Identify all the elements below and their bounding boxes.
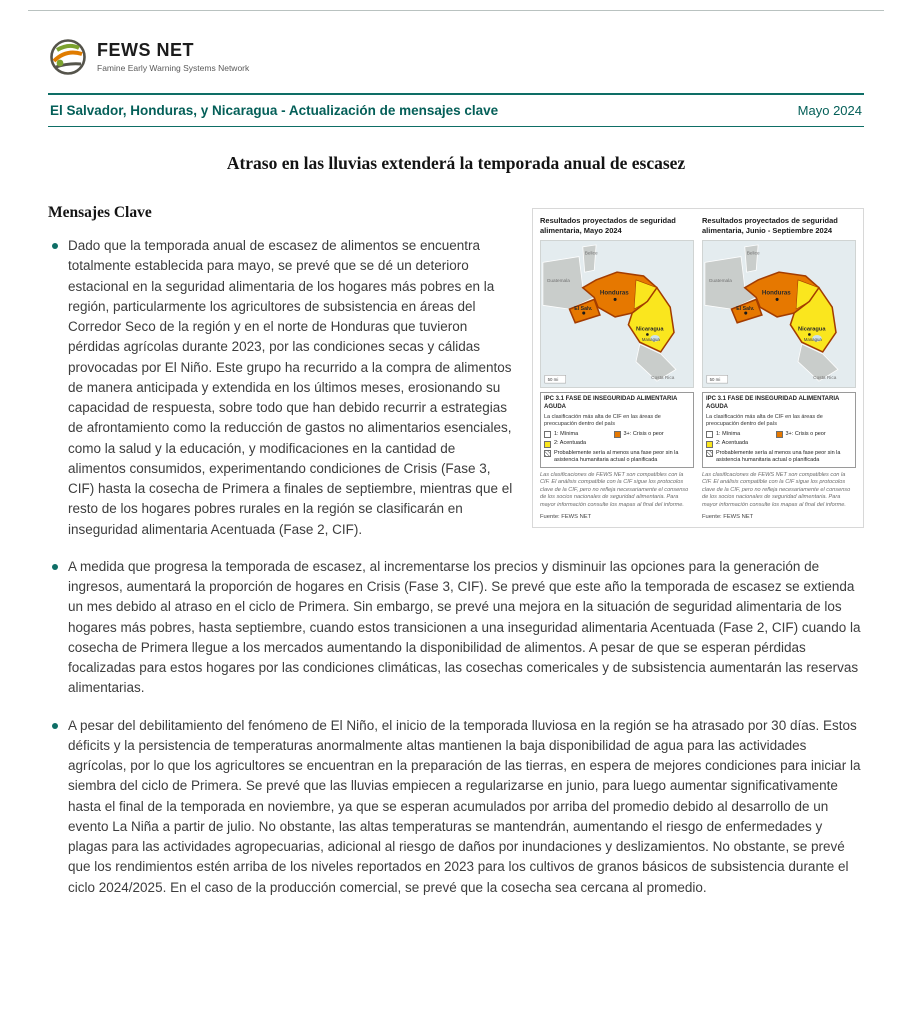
key-message-item bbox=[48, 236, 864, 540]
bullet-icon bbox=[52, 564, 58, 570]
report-date: Mayo 2024 bbox=[797, 103, 862, 118]
key-message-text: A pesar del debilitamiento del fenómeno de El Niño, el inicio de la temporada lluviosa en la región se ha atrasado por 30 días. Estos déficits y la persistencia de temperaturas anormalmente altas mantienen la baja disponibilidad de agua para las actividades agrícolas, por lo que los agricultores se encuentran en la preparación de las tierras, en espera de mejores condiciones para iniciar la siembra del ciclo de Primera. Se prevé que las lluvias empiecen a regularizarse en junio, para luego aumentar significativamente hasta el final de la temporada en noviembre, ya que se esperan acumulados por arriba del promedio debido al desarrollo de un evento La Niña a partir de julio. No obstante, las altas temperaturas se mantendrán, aumentando el riesgo de enfermedades y plagas para las actividades agropecuarias, adicional al riesgo de daños por inundaciones y deslizamientos. No obstante, se prevé que los rendimientos estén arriba de los niveles reportados en 2023 para los cultivos de granos básicos de subsistencia durante el ciclo 2024/2025. En el caso de la producción comercial, se prevé que la cosecha sea cercana al promedio. bbox=[68, 717, 861, 895]
legend-label-minimal: 1: Mínima bbox=[554, 430, 579, 437]
legend-label-crisis: 3+: Crisis o peor bbox=[623, 430, 664, 437]
map-source: Fuente: FEWS NET bbox=[540, 514, 592, 521]
legend-label-minimal: 1: Mínima bbox=[716, 430, 741, 437]
map-source: Fuente: FEWS NET bbox=[702, 514, 754, 521]
map-label-el-salvador: El Salv. bbox=[574, 306, 593, 313]
report-header-bar bbox=[48, 95, 864, 126]
map-scale-bar: 50 mi bbox=[547, 377, 559, 383]
ipc-legend-subtitle: La clasificación más alta de CIF en las áreas de preocupación dentro del país bbox=[706, 413, 823, 427]
map-label-honduras: Honduras bbox=[599, 289, 629, 297]
brand-header bbox=[48, 37, 864, 77]
map-label-honduras: Honduras bbox=[761, 289, 791, 297]
brand-tagline: Famine Early Warning Systems Network bbox=[97, 62, 250, 73]
key-message-item bbox=[48, 716, 864, 898]
map-label-costa-rica: Costa Rica bbox=[813, 376, 837, 382]
map-footnote: Las clasificaciones de FEWS NET son compatibles con la CIF. El análisis compatible con la CIF sigue los protocolos clave de la CIF, pero no refleja necesariamente el consenso de los socios nacionales de seguridad alimentaria. Para mayor información consulte los mapas al final del informe. bbox=[540, 471, 689, 508]
map-label-guatemala: Guatemala bbox=[708, 278, 732, 284]
ipc-legend-subtitle: La clasificación más alta de CIF en las áreas de preocupación dentro del país bbox=[544, 413, 661, 427]
map-label-nicaragua: Nicaragua bbox=[636, 326, 664, 333]
key-message-text: Dado que la temporada anual de escasez de alimentos se encuentra totalmente establecida para mayo, se prevé que se dé un deterioro estacional en la seguridad alimentaria de los hogares más pobres en la región, particularmente los agricultores de subsistencia en áreas del Corredor Seco de la región y en el norte de Honduras que tuvieron pérdidas agrícolas durante 2023, por las condiciones secas y cálidas provocadas por El Niño. Este grupo ha recurrido a la compra de alimentos de manera anticipada y extendida en los últimos meses, erosionando su capacidad de respuesta, sobre todo que han debido recurrir a estrategias de afrontamiento como la reducción de gastos no alimentarios esenciales, como la salud y la educación, y modificaciones en la cantidad de alimentos consumidos, experimentando condiciones de Crisis (Fase 3, CIF) hasta la cosecha de Primera a finales de septiembre, mientras que el resto de los hogares pobres rurales en la región se clasificarán en inseguridad alimentaria Acentuada (Fase 2, CIF). bbox=[68, 238, 513, 537]
bullet-icon bbox=[52, 243, 58, 249]
legend-label-crisis: 3+: Crisis o peor bbox=[785, 430, 826, 437]
legend-label-stressed: 2: Acentuada bbox=[554, 440, 587, 447]
document-page bbox=[0, 11, 912, 898]
ipc-legend-title: IPC 3.1 FASE DE INSEGURIDAD ALIMENTARIA AGUDA bbox=[544, 396, 678, 410]
map-footnote: Las clasificaciones de FEWS NET son compatibles con la CIF. El análisis compatible con la CIF sigue los protocolos clave de la CIF, pero no refleja necesariamente el consenso de los socios nacionales de seguridad alimentaria. Para mayor información consulte los mapas al final del informe. bbox=[702, 471, 851, 508]
legend-label-assistance: Probablemente sería al menos una fase peor sin la asistencia humanitaria actual o planificada bbox=[554, 449, 679, 463]
map-panel-may-title: Resultados proyectados de seguridad alimentaria, Mayo 2024 bbox=[540, 216, 676, 235]
map-label-costa-rica: Costa Rica bbox=[651, 376, 675, 382]
map-label-belize: Belice bbox=[584, 251, 598, 257]
legend-label-stressed: 2: Acentuada bbox=[716, 440, 749, 447]
ipc-legend-title: IPC 3.1 FASE DE INSEGURIDAD ALIMENTARIA AGUDA bbox=[706, 396, 840, 410]
key-message-text: A medida que progresa la temporada de escasez, al incrementarse los precios y disminuir las opciones para la generación de ingresos, aumentará la proporción de hogares en Crisis (Fase 3, CIF). Se prevé que este año la temporada de escasez se extienda un mes debido al atraso en el ciclo de Primera. Sin embargo, se prevé una mejora en la situación de seguridad alimentaria de los hogares más pobres, hasta septiembre, cuando estos transicionen a una inseguridad alimentaria Acentuada (Fase 2, CIF) cuando la cosecha de Primera llegue a los mercados aumentando la disponibilidad de alimentos. A pesar de que se esperan pérdidas focalizadas para estos hogares por las condiciones climáticas, las cosechas comericales y de subsistencia aumentarán las reservas alimentarias. bbox=[68, 558, 861, 696]
fewsnet-logo-icon bbox=[48, 37, 88, 77]
map-panel-june-september-title: Resultados proyectados de seguridad alimentaria, Junio - Septiembre 2024 bbox=[702, 216, 838, 235]
map-label-el-salvador: El Salv. bbox=[736, 306, 755, 313]
map-label-guatemala: Guatemala bbox=[546, 278, 570, 284]
section-heading-key-messages: Mensajes Clave bbox=[48, 204, 152, 221]
key-messages-list bbox=[48, 236, 864, 898]
key-message-item bbox=[48, 557, 864, 699]
map-label-belize: Belice bbox=[746, 251, 760, 257]
map-scale-bar: 50 mi bbox=[709, 377, 721, 383]
report-header-title: El Salvador, Honduras, y Nicaragua - Actualización de mensajes clave bbox=[50, 103, 499, 118]
brand-text-block bbox=[97, 41, 249, 73]
map-label-nicaragua: Nicaragua bbox=[798, 326, 826, 333]
header-rule-bottom bbox=[48, 126, 864, 127]
map-label-managua: Managua bbox=[641, 337, 660, 343]
map-label-managua: Managua bbox=[803, 337, 822, 343]
legend-label-assistance: Probablemente sería al menos una fase peor sin la asistencia humanitaria actual o planificada bbox=[716, 449, 841, 463]
document-title: Atraso en las lluvias extenderá la temporada anual de escasez bbox=[226, 153, 686, 173]
brand-name: FEWS NET bbox=[97, 40, 194, 61]
bullet-icon bbox=[52, 723, 58, 729]
